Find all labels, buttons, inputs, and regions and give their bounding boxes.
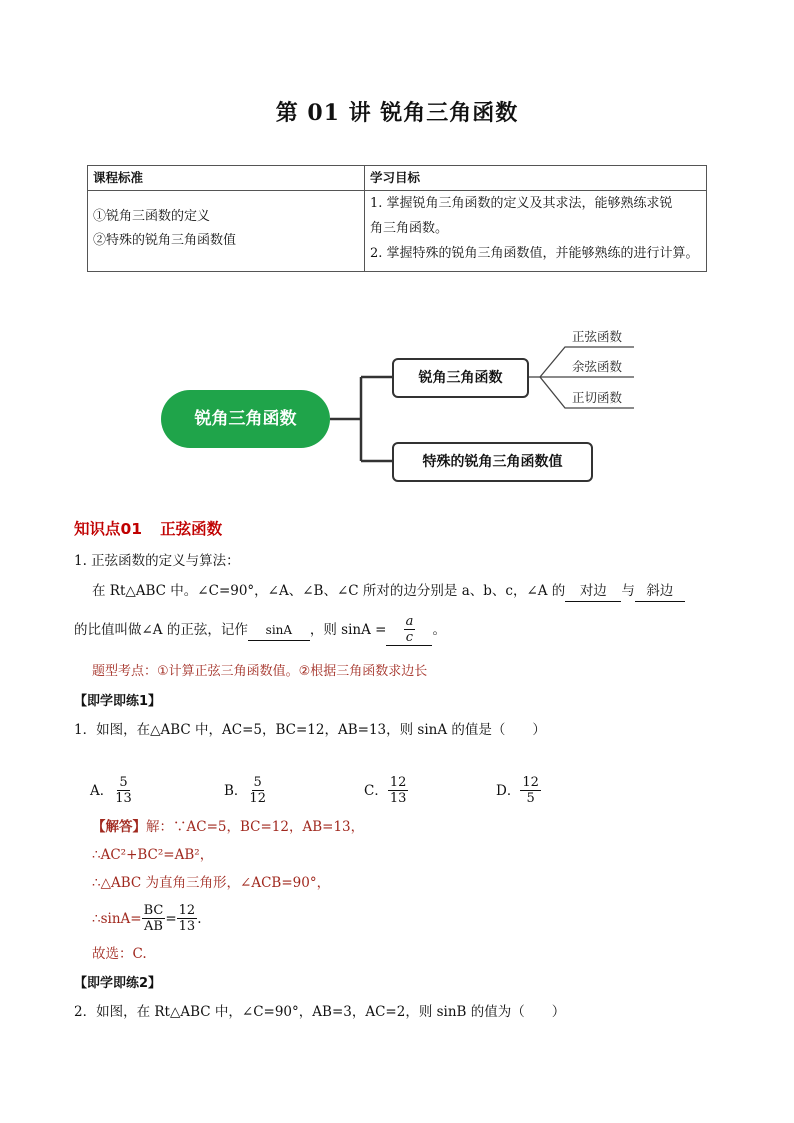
mindmap-root: 锐角三角函数 <box>161 390 330 448</box>
solution-answer: 故选：C. <box>92 946 147 962</box>
blank-opposite: 对边 <box>565 581 621 602</box>
table-header-goal: 学习目标 <box>365 166 707 191</box>
definition-heading: 1. 正弦函数的定义与算法： <box>74 553 240 569</box>
goal-line-2: 角三角函数。 <box>370 221 449 236</box>
blank-sinA: sinA <box>248 620 310 641</box>
definition-line-1: 在 Rt△ABC 中。∠C=90°，∠A、∠B、∠C 所对的边分别是 a、b、c，∠A 的 对边 与 斜边 <box>92 581 685 602</box>
exercise-2-tag: 【即学即练2】 <box>74 976 162 991</box>
exercise-1-tag: 【即学即练1】 <box>74 694 162 709</box>
blank-hypotenuse: 斜边 <box>635 581 685 602</box>
solution-line-4: ∴sinA= $\frac{BC}{AB}$ = $\frac{12}{13}$ . <box>92 903 202 934</box>
fraction-a-over-c: $\frac{a}{c}$ <box>405 614 414 645</box>
standard-item-2: ②特殊的锐角三角函数值 <box>93 233 237 248</box>
option-b: B． $\frac{5}{12}$ <box>224 775 266 806</box>
exercise-2-question: 2．如图，在 Rt△ABC 中，∠C=90°，AB=3，AC=2，则 sinB 的值为（ ） <box>74 1004 566 1020</box>
goal-line-3: 2. 掌握特殊的锐角三角函数值，并能够熟练的进行计算。 <box>370 246 699 261</box>
knowledge-point-heading <box>74 517 222 539</box>
mindmap-leaf-cosine: 余弦函数 <box>572 359 623 374</box>
mindmap-leaf-sine: 正弦函数 <box>572 329 623 344</box>
mindmap-leaf-tangent: 正切函数 <box>572 390 623 405</box>
exercise-1-question: 1．如图，在△ABC 中，AC=5，BC=12，AB=13，则 sinA 的值是（ ） <box>74 722 546 738</box>
knowledge-point-label: 知识点01 <box>74 520 143 538</box>
solution-line-1: 【解答】解：∵AC=5，BC=12，AB=13， <box>92 819 365 835</box>
question-type-tip: 题型考点：①计算正弦三角函数值。②根据三角函数求边长 <box>92 664 428 679</box>
option-d: D． $\frac{12}{5}$ <box>496 775 539 806</box>
solution-line-2: ∴AC²+BC²=AB²， <box>92 847 214 863</box>
knowledge-point-topic: 正弦函数 <box>160 520 223 538</box>
definition-line-2: 的比值叫做∠A 的正弦，记作 sinA ，则 sinA = $\frac{a}{c}$ 。 <box>74 614 446 645</box>
table-header-standard: 课程标准 <box>88 166 365 191</box>
option-a: A． $\frac{5}{13}$ <box>90 775 132 806</box>
mindmap-connectors <box>0 0 794 500</box>
goal-line-1: 1. 掌握锐角三角函数的定义及其求法，能够熟练求锐 <box>370 196 673 211</box>
solution-line-3: ∴△ABC 为直角三角形，∠ACB=90°， <box>92 875 331 891</box>
option-c: C． $\frac{12}{13}$ <box>364 775 407 806</box>
mindmap-branch-trig: 锐角三角函数 <box>392 358 529 398</box>
standard-item-1: ①锐角三函数的定义 <box>93 209 211 224</box>
mindmap-branch-special: 特殊的锐角三角函数值 <box>392 442 593 482</box>
page-title: 第 01 讲 锐角三角函数 <box>275 100 519 126</box>
